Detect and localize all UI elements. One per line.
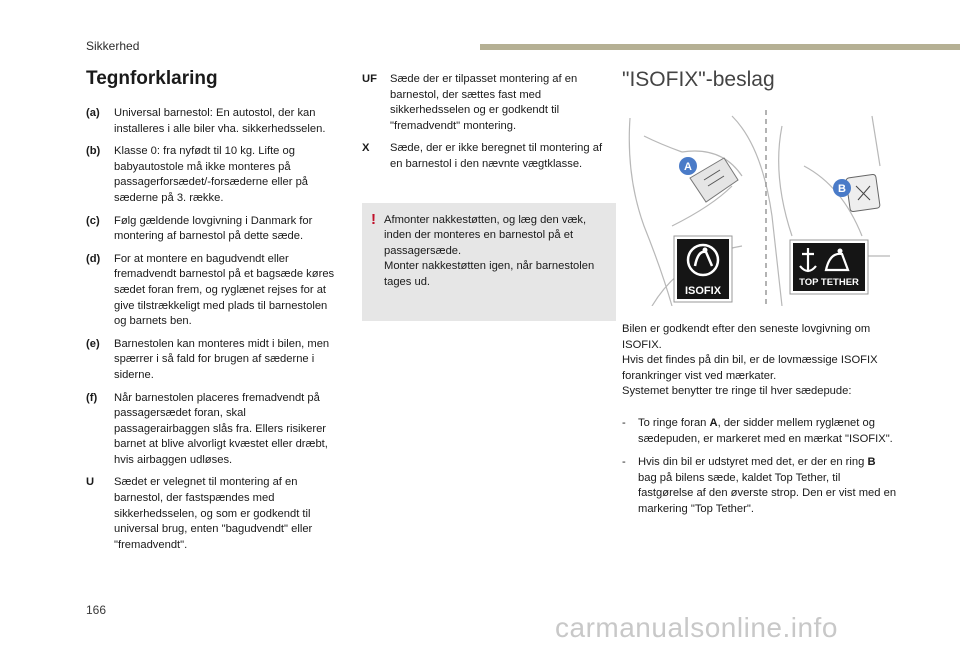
legend-item-b [86,144,341,206]
legend-key: UF [362,73,377,85]
legend-text: Når barnestolen placeres fremadvendt på passagersædet foran, skal passagerairbaggen slås fra. Ellers risikerer barnet at blive alvorligt kvæstet eller dræbt, hvis airbaggen udløses. [114,391,328,466]
warning-text-1: Afmonter nakkestøtten, og læg den væk, inden der monteres en barnestol på et passagersæde. [384,213,587,257]
legend-text: Sæde der er tilpasset montering af en barnestol, der sættes fast med sikkerhedsselen og er godkendt til "fremadvendt" montering. [390,73,578,132]
page-number: 166 [86,603,107,617]
legend-text: For at montere en bagudvendt eller fremadvendt barnestol på et bagsæde køres sædet foran frem, og ryglænet rejses for at give tilstrækkeligt med plads til barnestolen og barnets ben. [114,252,335,328]
legend-item-a [86,106,341,137]
bullet-text-post: , der sidder mellem ryglænet og sædepuden, er markeret med en mærkat "ISOFIX". [638,416,893,445]
legend-item-f [86,391,341,469]
legend-key: (a) [86,107,100,119]
watermark: carmanualsonline.info [555,612,838,643]
legend-text: Klasse 0: fra nyfødt til 10 kg. Lifte og babyautostole må ikke monteres på passagerforsædet/-forsæderne eller på sæderne på 3. række. [114,145,309,204]
seat-illustration-icon [622,106,890,306]
bullet-text-post: bag på bilens sæde, kaldet Top Tether, til fastgørelse af den øverste strop. Den er vist med en markering "Top Tether". [638,471,897,515]
legend-text: Barnestolen kan monteres midt i bilen, men spærrer i så fald for brugen af sæderne i siderne. [114,337,330,381]
legend-item-uf [362,72,616,134]
isofix-label-icon [674,236,732,302]
legend-key: X [362,142,370,155]
bullet-text [638,455,897,517]
legend-text: Sædet er velegnet til montering af en barnestol, der fastspændes med sikkerhedsselen, og som er godkendt til universal brug, enten "bagudvendt" eller "fremadvendt". [114,476,313,551]
legend-text: Sæde, der er ikke beregnet til montering af en barnestol i den nævnte vægtklasse. [390,142,603,170]
isofix-intro-line: Hvis det findes på din bil, er de lovmæssige ISOFIX forankringer vist ved mærkater. [622,354,878,382]
legend-column [86,66,341,560]
legend-text: Universal barnestol: En autostol, der kan installeres i alle biler vha. sikkerhedsselen. [114,107,326,135]
isofix-intro-line: Systemet benytter tre ringe til hver sædepude: [622,385,852,398]
isofix-illustration [622,106,890,306]
legend-key: (f) [86,391,98,404]
bullet-text-bold: B [867,456,876,469]
bullet-text [638,416,897,447]
legend-key: (b) [86,145,101,158]
top-tether-sticker-text: TOP TETHER [799,277,859,288]
legend-title: Tegnforklaring [86,68,218,89]
legend-key: (c) [86,214,100,227]
bullet-item-b [622,455,897,517]
legend-item-u [86,475,341,553]
marker-a-label: A [684,161,692,173]
bullet-item-a [622,416,897,447]
bullet-text-pre: To ringe foran [638,416,710,429]
warning-text-2: Monter nakkestøtten igen, når barnestolen tages ud. [384,260,595,288]
legend-item-x [362,141,616,172]
bullet-text-pre: Hvis din bil er udstyret med det, er der en ring [638,456,868,469]
isofix-intro [622,322,897,400]
warning-icon: ! [371,210,376,228]
header-accent-bar [480,44,960,50]
marker-b-label: B [838,183,846,195]
isofix-title: "ISOFIX"-beslag [622,68,775,91]
legend-key: (e) [86,337,100,350]
legend-text: Følg gældende lovgivning i Danmark for montering af barnestol på dette sæde. [114,214,313,243]
isofix-sticker-text: ISOFIX [684,285,722,297]
isofix-intro-line: Bilen er godkendt efter den seneste lovgivning om ISOFIX. [622,323,871,351]
legend-key: U [86,476,95,489]
legend-key: (d) [86,252,101,265]
legend-item-d [86,252,341,330]
bullet-dash: - [622,456,626,469]
warning-box [362,203,616,321]
top-tether-label-icon [790,240,868,294]
isofix-column [622,66,897,526]
legend-item-c [86,214,341,245]
bullet-text-bold: A [709,416,718,429]
legend-item-e [86,337,341,384]
bullet-dash: - [622,416,626,429]
section-label: Sikkerhed [86,39,140,53]
legend-column-continued [362,72,616,321]
